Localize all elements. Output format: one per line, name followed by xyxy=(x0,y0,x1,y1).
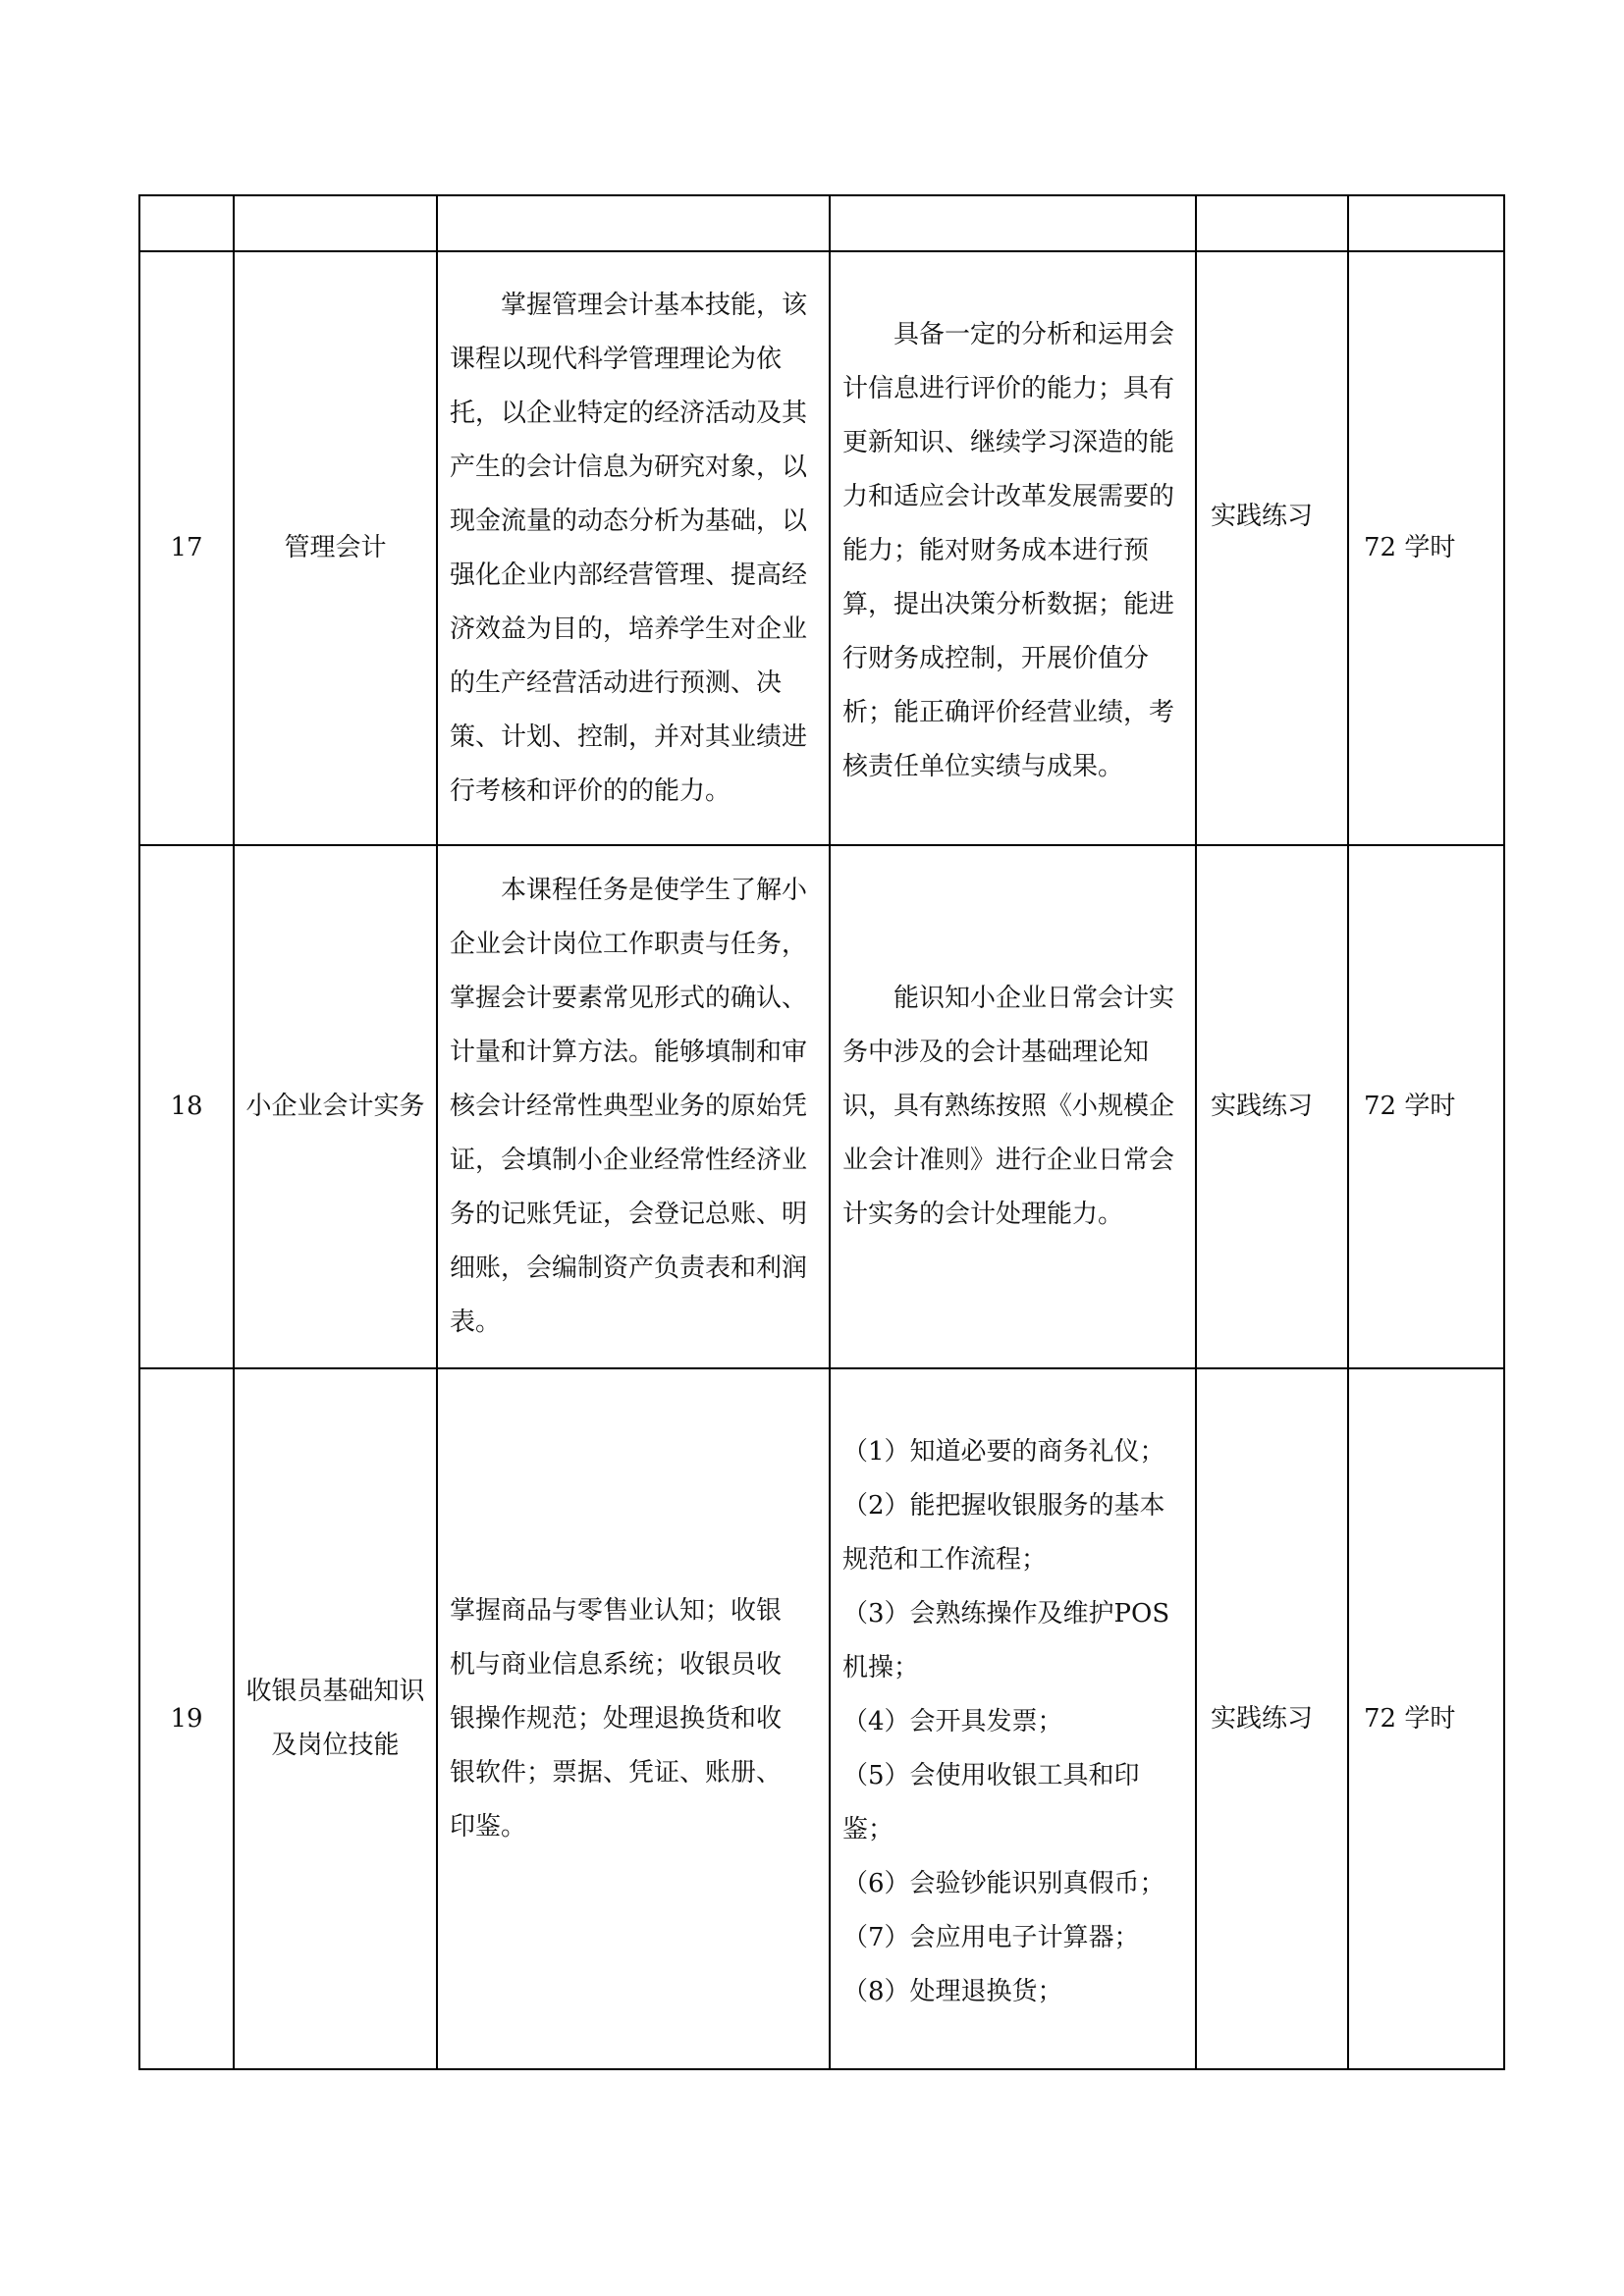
cell-blank xyxy=(437,195,830,251)
course-number: 17 xyxy=(139,251,234,845)
teaching-method: 实践练习 xyxy=(1196,1368,1348,2069)
ability-item: （3）会熟练操作及维护POS 机操； xyxy=(842,1598,1170,1682)
course-name: 小企业会计实务 xyxy=(234,845,437,1368)
ability-item: （1）知道必要的商务礼仪； xyxy=(842,1436,1165,1467)
ability-item: （5）会使用收银工具和印鉴； xyxy=(842,1760,1140,1844)
cell-blank xyxy=(1196,195,1348,251)
course-number: 19 xyxy=(139,1368,234,2069)
course-ability: 能识知小企业日常会计实务中涉及的会计基础理论知识，具有熟练按照《小规模企业会计准则》进行企业日常会计实务的会计处理能力。 xyxy=(830,845,1196,1368)
teaching-method: 实践练习 xyxy=(1196,251,1348,845)
teaching-method: 实践练习 xyxy=(1196,845,1348,1368)
course-hours: 72 学时 xyxy=(1348,845,1504,1368)
course-hours: 72 学时 xyxy=(1348,1368,1504,2069)
course-content: 掌握商品与零售业认知；收银机与商业信息系统；收银员收银操作规范；处理退换货和收银软件；票据、凭证、账册、印鉴。 xyxy=(437,1368,830,2069)
course-name: 收银员基础知识及岗位技能 xyxy=(234,1368,437,2069)
course-name: 管理会计 xyxy=(234,251,437,845)
table-row xyxy=(139,1368,1504,2069)
table-row xyxy=(139,251,1504,845)
cell-blank xyxy=(1348,195,1504,251)
table-row xyxy=(139,845,1504,1368)
cell-blank xyxy=(234,195,437,251)
ability-item: （2）能把握收银服务的基本规范和工作流程； xyxy=(842,1490,1165,1575)
ability-item: （7）会应用电子计算器； xyxy=(842,1922,1140,1952)
cell-blank xyxy=(830,195,1196,251)
cell-blank xyxy=(139,195,234,251)
course-hours: 72 学时 xyxy=(1348,251,1504,845)
course-number: 18 xyxy=(139,845,234,1368)
ability-item: （8）处理退换货； xyxy=(842,1976,1063,2006)
ability-item: （4）会开具发票； xyxy=(842,1706,1063,1736)
ability-item: （6）会验钞能识别真假币； xyxy=(842,1868,1165,1898)
table-row-top-blank xyxy=(139,195,1504,251)
course-content: 本课程任务是使学生了解小企业会计岗位工作职责与任务，掌握会计要素常见形式的确认、计量和计算方法。能够填制和审核会计经常性典型业务的原始凭证，会填制小企业经常性经济业务的记账凭证，会登记总账、明细账，会编制资产负责表和利润表。 xyxy=(437,845,830,1368)
course-ability: 具备一定的分析和运用会计信息进行评价的能力；具有更新知识、继续学习深造的能力和适应会计改革发展需要的能力；能对财务成本进行预算，提出决策分析数据；能进行财务成控制，开展价值分析；能正确评价经营业绩，考核责任单位实绩与成果。 xyxy=(830,251,1196,845)
course-ability-list xyxy=(830,1368,1196,2069)
course-table xyxy=(138,194,1505,2070)
course-content: 掌握管理会计基本技能，该课程以现代科学管理理论为依托，以企业特定的经济活动及其产生的会计信息为研究对象，以现金流量的动态分析为基础，以强化企业内部经营管理、提高经济效益为目的，培养学生对企业的生产经营活动进行预测、决策、计划、控制，并对其业绩进行考核和评价的的能力。 xyxy=(437,251,830,845)
